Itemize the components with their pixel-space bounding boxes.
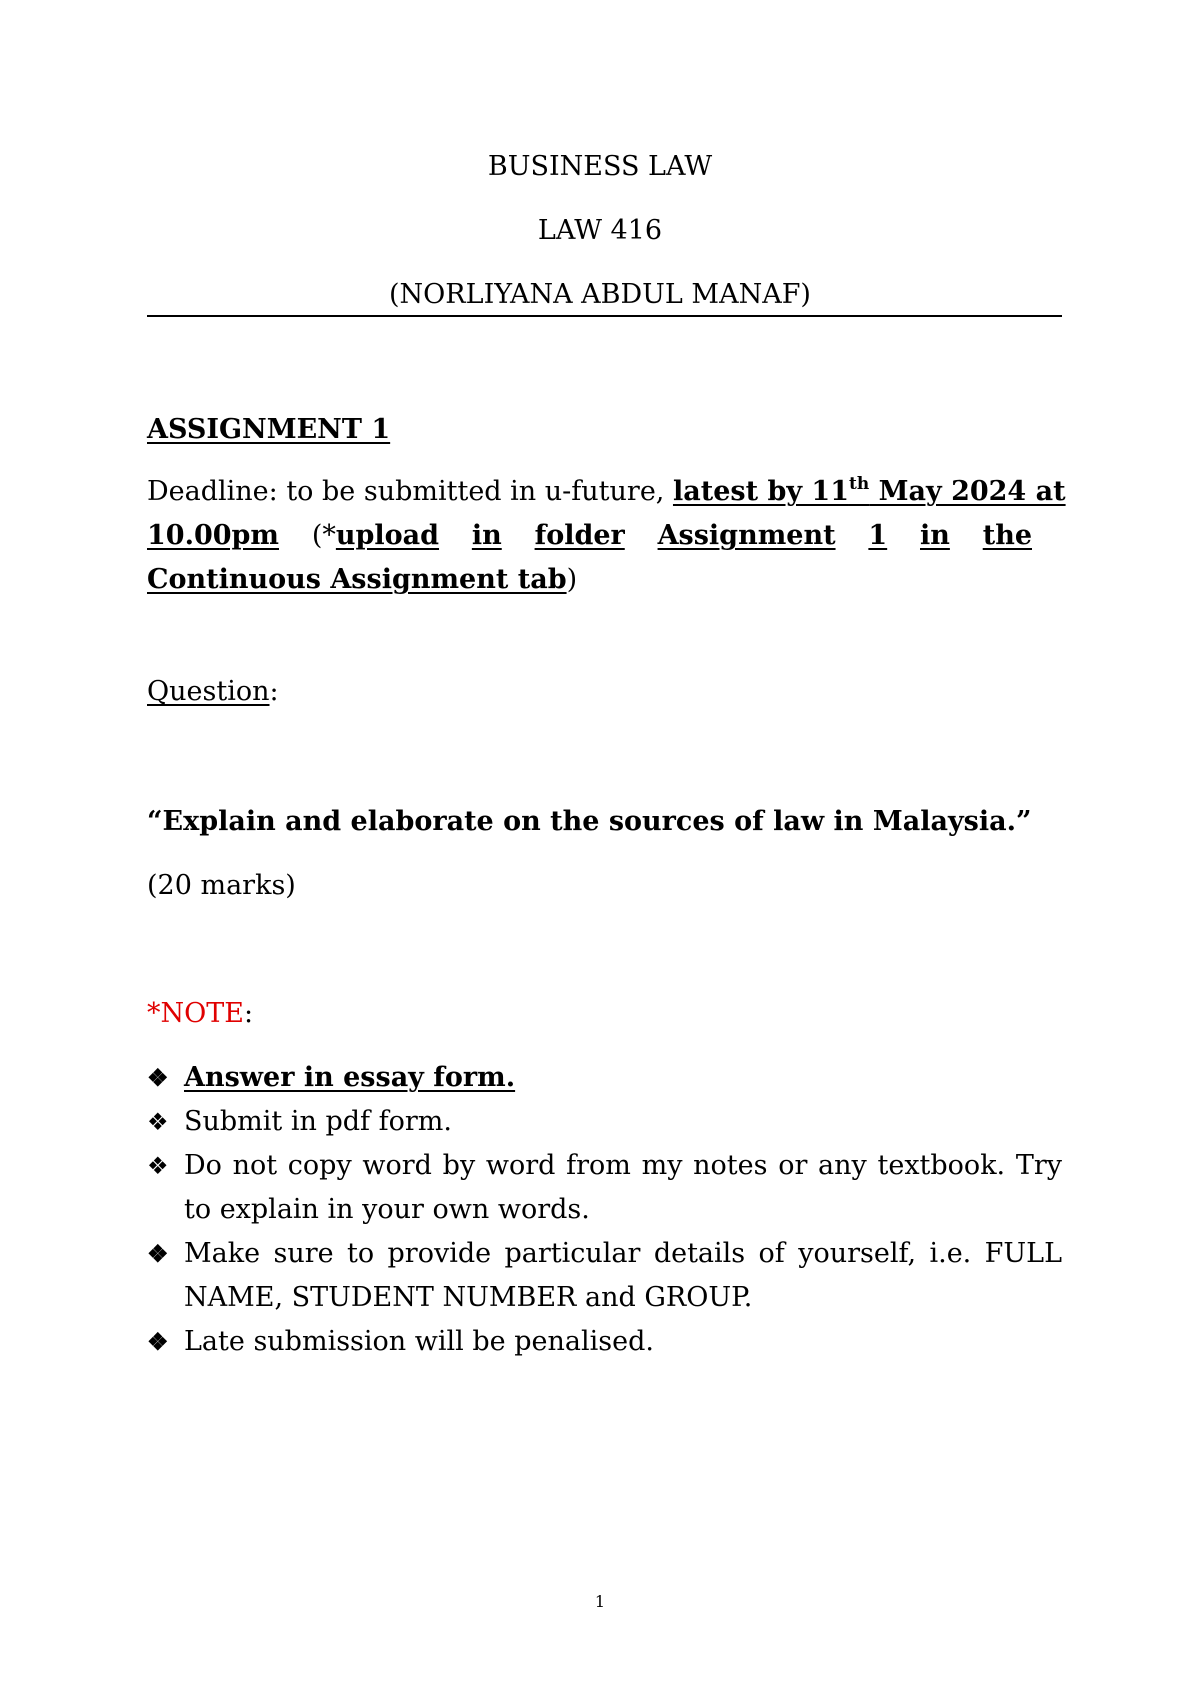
deadline-line-2	[147, 514, 1062, 558]
paren-close: )	[566, 564, 578, 595]
question-colon: :	[269, 676, 279, 707]
diamond-bullet-icon: ❖	[147, 1152, 169, 1180]
continuous-assignment-tab: Continuous Assignment tab	[147, 564, 567, 595]
note-item-text: Make sure to provide particular details of yourself, i.e. FULL NAME, STUDENT NUMBER and GROUP.	[184, 1238, 1062, 1313]
note-colon: :	[243, 998, 254, 1029]
page-number: 1	[594, 1592, 606, 1611]
question-text-block	[147, 800, 1062, 844]
header-divider	[147, 315, 1062, 317]
course-code: LAW 416	[537, 215, 663, 246]
assignment-title-block	[147, 408, 1062, 452]
lecturer-name: (NORLIYANA ABDUL MANAF)	[389, 279, 811, 310]
note-item	[147, 1144, 1062, 1232]
upload-paren-open	[312, 514, 439, 558]
deadline-date-suffix: th	[848, 474, 870, 494]
deadline-line-1	[147, 470, 1066, 514]
diamond-bullet-icon: ❖	[147, 1108, 169, 1136]
upload-word: in	[471, 520, 502, 551]
deadline-paragraph	[147, 470, 1066, 602]
note-item	[147, 1056, 1062, 1100]
upload-word: folder	[534, 520, 625, 551]
upload-word: Assignment	[657, 520, 836, 551]
deadline-time: 10.00pm	[147, 520, 279, 551]
deadline-date-part-2: May 2024 at	[869, 476, 1066, 507]
course-name: BUSINESS LAW	[487, 151, 713, 182]
question-marks: (20 marks)	[147, 870, 296, 901]
diamond-bullet-icon: ❖	[147, 1327, 169, 1356]
upload-word: the	[982, 520, 1032, 551]
note-label: *NOTE	[147, 998, 244, 1029]
note-item	[147, 1100, 1062, 1144]
assignment-title: ASSIGNMENT 1	[147, 414, 391, 445]
upload-word: in	[920, 520, 950, 551]
note-item-text: Submit in pdf form.	[184, 1106, 452, 1137]
question-label-block	[147, 670, 1062, 714]
deadline-date	[673, 476, 1066, 507]
note-item-text: Answer in essay form.	[184, 1062, 516, 1093]
note-item	[147, 1232, 1062, 1320]
note-label-block	[147, 992, 1062, 1036]
note-list	[147, 1056, 1062, 1364]
marks-block	[147, 864, 1062, 908]
note-item-text: Do not copy word by word from my notes or any textbook. Try to explain in your own words.	[184, 1150, 1062, 1225]
diamond-bullet-icon: ❖	[147, 1063, 169, 1092]
note-item	[147, 1320, 1062, 1364]
question-text: “Explain and elaborate on the sources of law in Malaysia.”	[147, 806, 1032, 837]
upload-word: 1	[868, 520, 888, 551]
note-list-block	[147, 1056, 1062, 1364]
diamond-bullet-icon: ❖	[147, 1239, 169, 1268]
deadline-line-3	[147, 558, 1062, 602]
paren-open: (*	[311, 520, 336, 551]
deadline-label: Deadline: to be submitted in u-future,	[147, 476, 673, 507]
upload-word: upload	[335, 520, 440, 551]
deadline-date-part-1: latest by 11	[672, 476, 849, 507]
question-label: Question	[147, 676, 270, 707]
note-item-text: Late submission will be penalised.	[184, 1326, 654, 1357]
